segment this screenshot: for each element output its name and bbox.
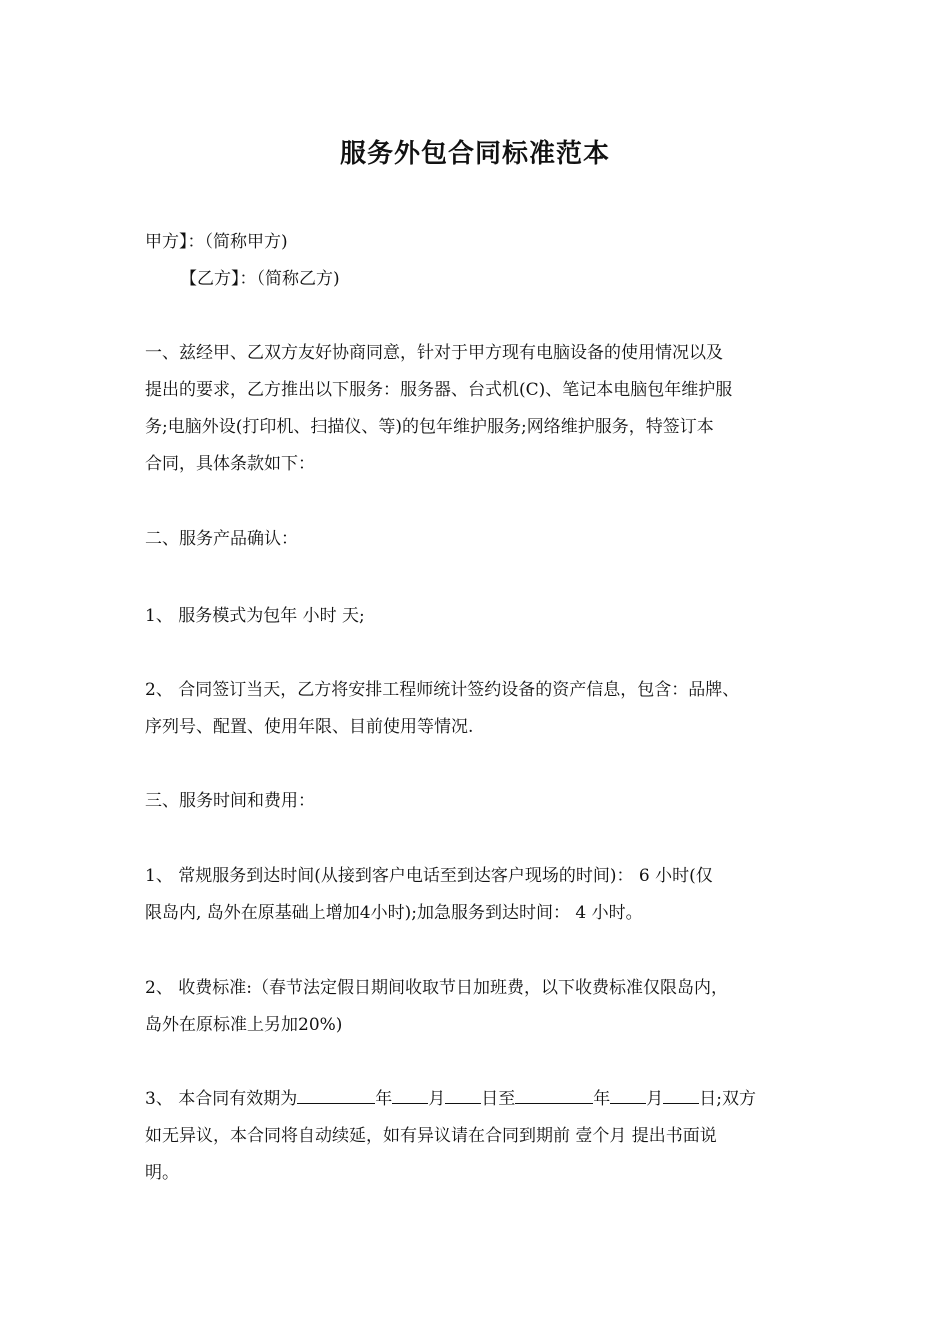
- section-2-item-2-line-1: 2、 合同签订当天，乙方将安排工程师统计签约设备的资产信息，包含：品牌、: [145, 680, 740, 700]
- end-day-blank: [663, 1086, 699, 1104]
- end-month-label: 月: [646, 1089, 664, 1109]
- section-3-item-2-line-1: 2、 收费标准:（春节法定假日期间收取节日加班费，以下收费标准仅限岛内，: [145, 978, 728, 998]
- section-1-line-2: 提出的要求，乙方推出以下服务：服务器、台式机(C)、笔记本电脑包年维护服: [145, 380, 733, 400]
- validity-intro: 3、 本合同有效期为: [145, 1089, 298, 1109]
- section-3-item-2-line-2: 岛外在原标准上另加20%): [145, 1015, 343, 1035]
- party-b-line: 【乙方】：（简称乙方): [180, 269, 340, 289]
- start-year-blank: [297, 1086, 375, 1104]
- section-3-item-3-line-3: 明。: [145, 1163, 179, 1183]
- end-month-blank: [610, 1086, 646, 1104]
- section-1-line-1: 一、兹经甲、乙双方友好协商同意，针对于甲方现有电脑设备的使用情况以及: [145, 343, 723, 363]
- section-2-item-1: 1、 服务模式为包年 小时 天;: [145, 606, 365, 626]
- end-year-blank: [515, 1086, 593, 1104]
- start-month-blank: [392, 1086, 428, 1104]
- section-1-line-3: 务;电脑外设(打印机、扫描仪、等)的包年维护服务;网络维护服务，特签订本: [145, 417, 714, 437]
- section-1-line-4: 合同，具体条款如下：: [145, 454, 315, 474]
- document-title: 服务外包合同标准范本: [339, 139, 610, 169]
- section-3-heading: 三、服务时间和费用：: [145, 791, 315, 811]
- year-label: 年: [375, 1089, 393, 1109]
- end-day-label: 日;双方: [699, 1089, 756, 1109]
- section-3-item-1-line-1: 1、 常规服务到达时间(从接到客户电话至到达客户现场的时间)： 6 小时(仅: [145, 866, 713, 886]
- party-a-line: 甲方】：（简称甲方): [145, 232, 288, 252]
- section-3-item-3-line-1: [145, 1081, 825, 1118]
- section-3-item-3-line-2: 如无异议，本合同将自动续延，如有异议请在合同到期前 壹个月 提出书面说: [145, 1126, 717, 1146]
- section-3-item-1-line-2: 限岛内, 岛外在原基础上增加4小时);加急服务到达时间： 4 小时。: [145, 903, 643, 923]
- day-to-label: 日至: [481, 1089, 516, 1109]
- section-2-item-2-line-2: 序列号、配置、使用年限、目前使用等情况.: [145, 717, 474, 737]
- section-2-heading: 二、服务产品确认：: [145, 529, 298, 549]
- month-label: 月: [428, 1089, 446, 1109]
- end-year-label: 年: [593, 1089, 611, 1109]
- start-day-blank: [445, 1086, 481, 1104]
